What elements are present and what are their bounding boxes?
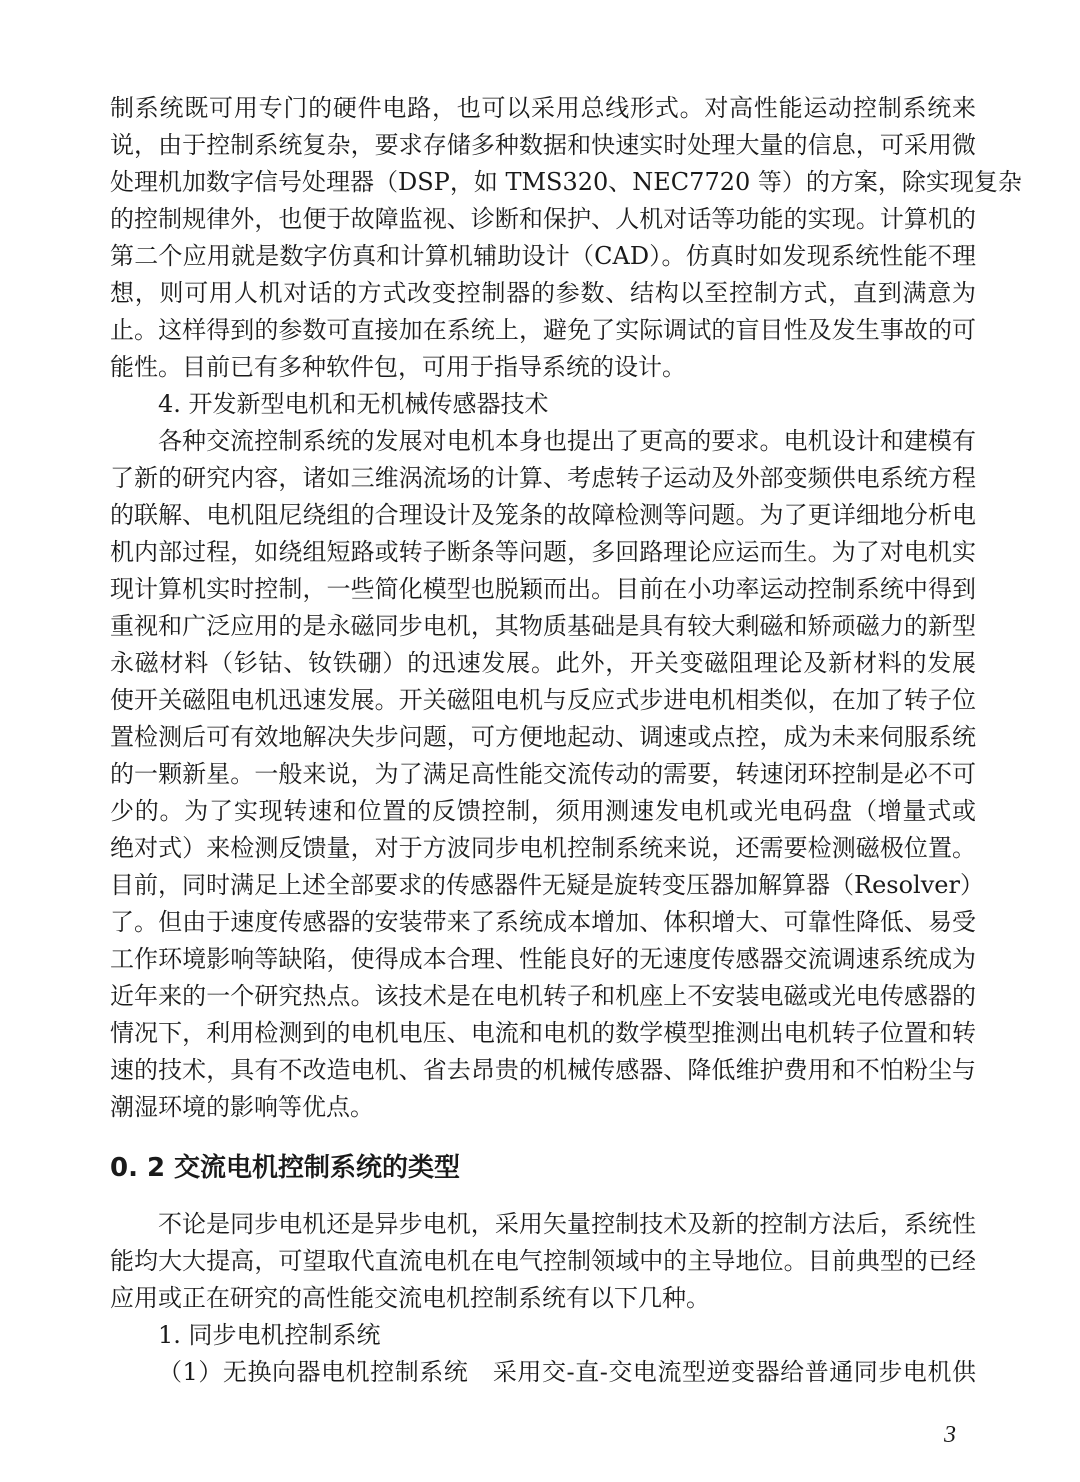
text-line: 绝对式）来检测反馈量，对于方波同步电机控制系统来说，还需要检测磁极位置。: [110, 834, 976, 862]
text-line: 情况下，利用检测到的电机电压、电流和电机的数学模型推测出电机转子位置和转: [110, 1019, 976, 1047]
text-line: 不论是同步电机还是异步电机，采用矢量控制技术及新的控制方法后，系统性: [158, 1210, 976, 1238]
text-line: 能均大大提高，可望取代直流电机在电气控制领域中的主导地位。目前典型的已经: [110, 1247, 976, 1275]
text-line: 现计算机实时控制，一些简化模型也脱颖而出。目前在小功率运动控制系统中得到: [110, 575, 976, 603]
text-line: 了新的研究内容，诸如三维涡流场的计算、考虑转子运动及外部变频供电系统方程: [110, 464, 976, 492]
page-body: [110, 90, 1022, 1391]
paragraph-new-motors: [110, 423, 984, 1126]
text-line: 的控制规律外，也便于故障监视、诊断和保护、人机对话等功能的实现。计算机的: [110, 205, 976, 233]
text-line: 机内部过程，如绕组短路或转子断条等问题，多回路理论应运而生。为了对电机实: [110, 538, 976, 566]
paragraph-computer-control: [110, 90, 1022, 386]
text-line: 少的。为了实现转速和位置的反馈控制，须用测速发电机或光电码盘（增量式或: [110, 797, 976, 825]
item-4-heading: 4. 开发新型电机和无机械传感器技术: [158, 390, 549, 418]
page-number: 3: [944, 1422, 956, 1448]
text-line: 置检测后可有效地解决失步问题，可方便地起动、调速或点控，成为未来伺服系统: [110, 723, 976, 751]
text-line: 近年来的一个研究热点。该技术是在电机转子和机座上不安装电磁或光电传感器的: [110, 982, 976, 1010]
text-line: 第二个应用就是数字仿真和计算机辅助设计（CAD）。仿真时如发现系统性能不理: [110, 242, 976, 270]
text-line: 止。这样得到的参数可直接加在系统上，避免了实际调试的盲目性及发生事故的可: [110, 316, 976, 344]
text-line: 想，则可用人机对话的方式改变控制器的参数、结构以至控制方式，直到满意为: [110, 279, 976, 307]
text-line: 使开关磁阻电机迅速发展。开关磁阻电机与反应式步进电机相类似，在加了转子位: [110, 686, 976, 714]
text-line: 应用或正在研究的高性能交流电机控制系统有以下几种。: [110, 1284, 710, 1312]
text-line: 处理机加数字信号处理器（DSP，如 TMS320、NEC7720 等）的方案，除实现复杂: [110, 168, 1022, 196]
item-1-heading: 1. 同步电机控制系统: [158, 1321, 381, 1349]
text-line: 速的技术，具有不改造电机、省去昂贵的机械传感器、降低维护费用和不怕粉尘与: [110, 1056, 976, 1084]
text-line: 能性。目前已有多种软件包，可用于指导系统的设计。: [110, 353, 686, 381]
item-1-subheading: （1）无换向器电机控制系统 采用交-直-交电流型逆变器给普通同步电机供: [158, 1358, 976, 1386]
paragraph-system-types: [110, 1206, 976, 1317]
text-line: 的一颗新星。一般来说，为了满足高性能交流传动的需要，转速闭环控制是必不可: [110, 760, 976, 788]
text-line: 目前，同时满足上述全部要求的传感器件无疑是旋转变压器加解算器（Resolver）: [110, 871, 984, 899]
text-line: 的联解、电机阻尼绕组的合理设计及笼条的故障检测等问题。为了更详细地分析电: [110, 501, 976, 529]
section-heading: [110, 1148, 976, 1188]
text-line: 了。但由于速度传感器的安装带来了系统成本增加、体积增大、可靠性降低、易受: [110, 908, 976, 936]
section-title: 交流电机控制系统的类型: [174, 1153, 461, 1183]
text-line: 重视和广泛应用的是永磁同步电机，其物质基础是具有较大剩磁和矫顽磁力的新型: [110, 612, 976, 640]
section-number: 0. 2: [110, 1153, 166, 1183]
text-line: 潮湿环境的影响等优点。: [110, 1093, 374, 1121]
text-line: 工作环境影响等缺陷，使得成本合理、性能良好的无速度传感器交流调速系统成为: [110, 945, 976, 973]
text-line: 各种交流控制系统的发展对电机本身也提出了更高的要求。电机设计和建模有: [158, 427, 976, 455]
text-line: 制系统既可用专门的硬件电路，也可以采用总线形式。对高性能运动控制系统来: [110, 94, 976, 122]
text-line: 说，由于控制系统复杂，要求存储多种数据和快速实时处理大量的信息，可采用微: [110, 131, 976, 159]
text-line: 永磁材料（钐钴、钕铁硼）的迅速发展。此外，开关变磁阻理论及新材料的发展: [110, 649, 976, 677]
